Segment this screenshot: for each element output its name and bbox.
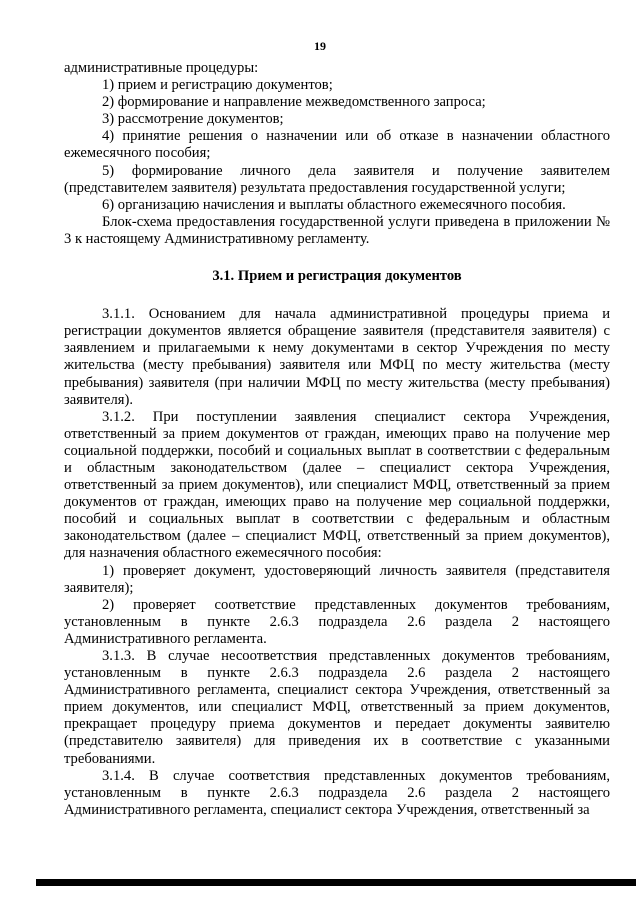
procedure-item-1: 1) прием и регистрацию документов;	[102, 77, 333, 94]
intro-line: административные процедуры:	[64, 60, 259, 76]
procedure-item-6: 6) организацию начисления и выплаты областного ежемесячного пособия.	[102, 196, 566, 213]
paragraph-3-1-4: 3.1.4. В случае соответствия представленных документов требованиям, установленным в пункте 2.6.3 подраздела 2.6 раздела 2 настоящего Административного регламента, специалист сектора Учреждения, ответственный за	[64, 767, 610, 818]
document-body	[64, 60, 610, 819]
block-scheme-paragraph: Блок-схема предоставления государственной услуги приведена в приложении № 3 к настоящему Административному регламенту.	[64, 213, 610, 247]
procedure-item-3: 3) рассмотрение документов;	[102, 111, 284, 128]
procedure-item-2: 2) формирование и направление межведомственного запроса;	[102, 94, 486, 111]
paragraph-3-1-1: 3.1.1. Основанием для начала административной процедуры приема и регистрации документов является обращение заявителя (представителя заявителя) с заявлением и прилагаемыми к нему документами в сектор Учреждения по месту жительства (месту пребывания) заявителя или МФЦ по месту жительства (месту пребывания) заявителя (при наличии МФЦ по месту жительства (месту пребывания) заявителя).	[64, 306, 610, 408]
procedure-item-4: 4) принятие решения о назначении или об отказе в назначении областного ежемесячного пособия;	[64, 128, 610, 162]
page-number: 19	[314, 39, 326, 53]
paragraph-3-1-2: 3.1.2. При поступлении заявления специалист сектора Учреждения, ответственный за прием документов от граждан, имеющих право на получение мер социальной поддержки, пособий и социальных выплат в соответствии с федеральным и областным законодательством (далее – специалист сектора Учреждения, ответственный за прием документов), или специалист МФЦ, ответственный за прием документов от граждан, имеющих право на получение мер социальной поддержки, пособий и социальных выплат в соответствии с федеральным и областным законодательством (далее – специалист МФЦ, ответственный за прием документов), для назначения областного ежемесячного пособия:	[64, 408, 610, 562]
paragraph-3-1-3: 3.1.3. В случае несоответствия представленных документов требованиям, установленным в пункте 2.6.3 подраздела 2.6 раздела 2 настоящего Административного регламента, специалист сектора Учреждения, ответственный за прием документов, или специалист МФЦ, ответственный за прием документов, прекращает процедуру приема документов и передает документы заявителю (представителю заявителя) для приведения их в соответствие с указанными требованиями.	[64, 648, 610, 767]
procedure-item-5: 5) формирование личного дела заявителя и получение заявителем (представителем заявителя) результата предоставления государственной услуги;	[64, 162, 610, 196]
section-title: 3.1. Прием и регистрация документов	[212, 268, 462, 285]
paragraph-3-1-2-item-1: 1) проверяет документ, удостоверяющий личность заявителя (представителя заявителя);	[64, 562, 610, 596]
bottom-scan-bar	[36, 879, 636, 886]
paragraph-3-1-2-item-2: 2) проверяет соответствие представленных документов требованиям, установленным в пункте 2.6.3 подраздела 2.6 раздела 2 настоящего Административного регламента.	[64, 596, 610, 647]
